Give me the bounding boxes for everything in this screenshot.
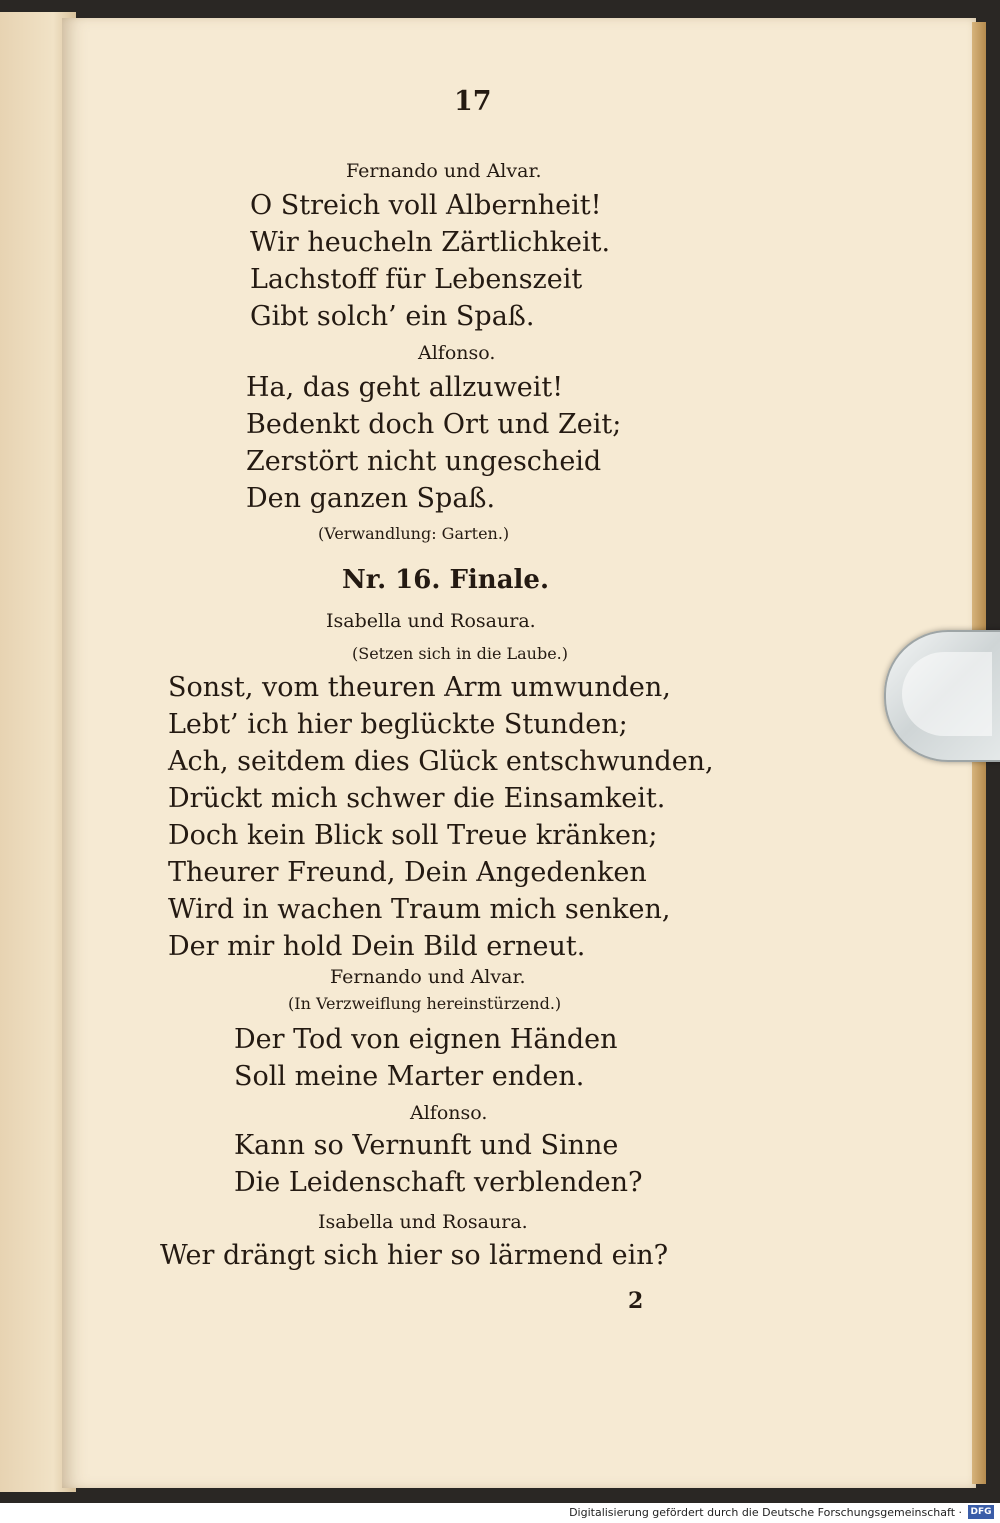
- speaker-label: Fernando und Alvar.: [330, 966, 526, 988]
- verse-line: Bedenkt doch Ort und Zeit;: [246, 409, 622, 440]
- speaker-label: Isabella und Rosaura.: [318, 1211, 528, 1233]
- dfg-logo: DFG: [968, 1505, 994, 1519]
- verse-line: Drückt mich schwer die Einsamkeit.: [168, 783, 666, 814]
- speaker-label: Isabella und Rosaura.: [326, 610, 536, 632]
- verse-line: Sonst, vom theuren Arm umwunden,: [168, 672, 671, 703]
- verse-line: Gibt solch’ ein Spaß.: [250, 301, 535, 332]
- verse-line: Der Tod von eignen Händen: [234, 1024, 618, 1055]
- verse-line: Soll meine Marter enden.: [234, 1061, 585, 1092]
- verse-line: Der mir hold Dein Bild erneut.: [168, 931, 586, 962]
- verse-line: Wir heucheln Zärtlichkeit.: [250, 227, 611, 258]
- verse-line: Lachstoff für Lebenszeit: [250, 264, 583, 295]
- page-clip: [884, 630, 1000, 762]
- stage-direction: (Verwandlung: Garten.): [318, 524, 510, 543]
- stage-direction: (Setzen sich in die Laube.): [352, 644, 568, 663]
- verse-line: Wird in wachen Traum mich senken,: [168, 894, 671, 925]
- verse-line: Die Leidenschaft verblenden?: [234, 1167, 643, 1198]
- verse-line: Theurer Freund, Dein Angedenken: [168, 857, 647, 888]
- verse-line: Lebt’ ich hier beglückte Stunden;: [168, 709, 628, 740]
- verse-line: Wer drängt sich hier so lärmend ein?: [160, 1240, 669, 1271]
- verse-line: Zerstört nicht ungescheid: [246, 446, 602, 477]
- speaker-label: Fernando und Alvar.: [346, 160, 542, 182]
- section-heading: Nr. 16. Finale.: [342, 565, 550, 595]
- signature-mark: 2: [628, 1288, 644, 1314]
- page-number: 17: [454, 86, 492, 117]
- verse-line: Ach, seitdem dies Glück entschwunden,: [168, 746, 714, 777]
- verse-line: O Streich voll Albernheit!: [250, 190, 602, 221]
- stage-direction: (In Verzweiflung hereinstürzend.): [288, 994, 562, 1013]
- verse-line: Doch kein Blick soll Treue kränken;: [168, 820, 658, 851]
- dfg-credit: Digitalisierung gefördert durch die Deutsche Forschungsgemeinschaft ·: [569, 1506, 962, 1519]
- speaker-label: Alfonso.: [418, 342, 496, 364]
- verse-line: Den ganzen Spaß.: [246, 483, 496, 514]
- speaker-label: Alfonso.: [410, 1102, 488, 1124]
- verse-line: Ha, das geht allzuweit!: [246, 372, 564, 403]
- verse-line: Kann so Vernunft und Sinne: [234, 1130, 619, 1161]
- footer-bar: [0, 1503, 1000, 1523]
